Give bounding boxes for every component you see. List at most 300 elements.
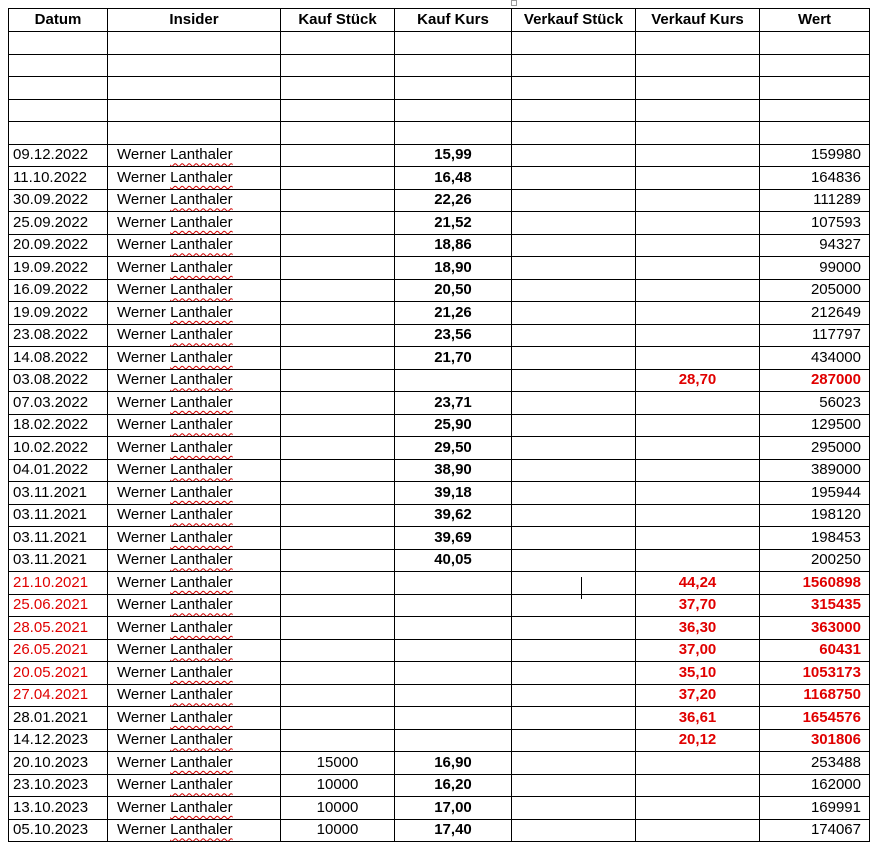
- table-move-handle[interactable]: [511, 0, 517, 6]
- cell-insider[interactable]: [108, 819, 281, 842]
- cell-kauf-stueck[interactable]: [281, 572, 395, 595]
- cell-kauf-kurs[interactable]: 38,90: [395, 459, 512, 482]
- cell-kauf-kurs[interactable]: [395, 662, 512, 685]
- cell-verkauf-stueck[interactable]: [512, 482, 636, 505]
- cell-verkauf-kurs[interactable]: [636, 459, 760, 482]
- cell-insider[interactable]: [108, 774, 281, 797]
- cell-datum[interactable]: 10.02.2022: [9, 437, 108, 460]
- cell-insider[interactable]: [108, 167, 281, 190]
- cell-wert[interactable]: 94327: [760, 234, 870, 257]
- cell-insider[interactable]: [108, 459, 281, 482]
- table-row: [9, 819, 870, 842]
- cell-kauf-stueck[interactable]: [281, 77, 395, 100]
- insider-first-name: Werner: [117, 461, 166, 479]
- cell-verkauf-stueck[interactable]: [512, 324, 636, 347]
- insider-last-name: Lanthaler: [170, 168, 233, 186]
- cell-verkauf-stueck[interactable]: [512, 279, 636, 302]
- cell-kauf-kurs[interactable]: [395, 32, 512, 55]
- cell-verkauf-stueck[interactable]: [512, 639, 636, 662]
- table-row: [9, 324, 870, 347]
- cell-insider[interactable]: [108, 482, 281, 505]
- cell-datum[interactable]: 20.09.2022: [9, 234, 108, 257]
- cell-verkauf-stueck[interactable]: [512, 819, 636, 842]
- cell-insider[interactable]: [108, 144, 281, 167]
- cell-verkauf-stueck[interactable]: [512, 549, 636, 572]
- cell-kauf-stueck[interactable]: [281, 662, 395, 685]
- cell-kauf-stueck[interactable]: [281, 122, 395, 145]
- cell-verkauf-stueck[interactable]: [512, 774, 636, 797]
- cell-kauf-stueck[interactable]: [281, 99, 395, 122]
- cell-wert[interactable]: 205000: [760, 279, 870, 302]
- cell-verkauf-kurs[interactable]: [636, 167, 760, 190]
- cell-kauf-stueck[interactable]: [281, 549, 395, 572]
- cell-verkauf-kurs[interactable]: [636, 347, 760, 370]
- cell-verkauf-kurs[interactable]: 37,00: [636, 639, 760, 662]
- insider-last-name: Lanthaler: [170, 258, 233, 276]
- cell-kauf-stueck[interactable]: [281, 392, 395, 415]
- cell-kauf-kurs[interactable]: [395, 594, 512, 617]
- cell-verkauf-kurs[interactable]: [636, 122, 760, 145]
- cell-datum[interactable]: 14.12.2023: [9, 729, 108, 752]
- cell-verkauf-stueck[interactable]: [512, 594, 636, 617]
- cell-verkauf-stueck[interactable]: [512, 729, 636, 752]
- cell-verkauf-stueck[interactable]: [512, 684, 636, 707]
- cell-wert[interactable]: 200250: [760, 549, 870, 572]
- cell-kauf-kurs[interactable]: [395, 122, 512, 145]
- cell-insider[interactable]: [108, 302, 281, 325]
- cell-verkauf-kurs[interactable]: [636, 549, 760, 572]
- insider-last-name: Lanthaler: [170, 821, 233, 839]
- insider-last-name: Lanthaler: [170, 438, 233, 456]
- insider-first-name: Werner: [117, 506, 166, 524]
- table-row: [9, 144, 870, 167]
- cell-datum[interactable]: 28.01.2021: [9, 707, 108, 730]
- cell-insider[interactable]: [108, 189, 281, 212]
- cell-kauf-stueck[interactable]: [281, 684, 395, 707]
- table-row: [9, 527, 870, 550]
- cell-verkauf-stueck[interactable]: [512, 32, 636, 55]
- cell-datum[interactable]: [9, 122, 108, 145]
- cell-wert[interactable]: 1654576: [760, 707, 870, 730]
- cell-kauf-stueck[interactable]: [281, 639, 395, 662]
- cell-kauf-kurs[interactable]: 39,69: [395, 527, 512, 550]
- cell-kauf-kurs[interactable]: 40,05: [395, 549, 512, 572]
- cell-wert[interactable]: 287000: [760, 369, 870, 392]
- cell-verkauf-kurs[interactable]: 36,30: [636, 617, 760, 640]
- cell-datum[interactable]: 03.11.2021: [9, 527, 108, 550]
- cell-verkauf-kurs[interactable]: 37,20: [636, 684, 760, 707]
- cell-kauf-kurs[interactable]: 39,18: [395, 482, 512, 505]
- cell-kauf-stueck[interactable]: [281, 504, 395, 527]
- cell-verkauf-kurs[interactable]: [636, 437, 760, 460]
- cell-verkauf-kurs[interactable]: [636, 234, 760, 257]
- cell-datum[interactable]: 20.05.2021: [9, 662, 108, 685]
- cell-datum[interactable]: 05.10.2023: [9, 819, 108, 842]
- insider-first-name: Werner: [117, 371, 166, 389]
- cell-verkauf-stueck[interactable]: [512, 54, 636, 77]
- cell-verkauf-kurs[interactable]: [636, 99, 760, 122]
- cell-wert[interactable]: 174067: [760, 819, 870, 842]
- cell-verkauf-kurs[interactable]: [636, 797, 760, 820]
- insider-last-name: Lanthaler: [170, 213, 233, 231]
- cell-verkauf-kurs[interactable]: 20,12: [636, 729, 760, 752]
- cell-wert[interactable]: 295000: [760, 437, 870, 460]
- cell-kauf-stueck[interactable]: [281, 189, 395, 212]
- cell-insider[interactable]: [108, 572, 281, 595]
- table-row: [9, 257, 870, 280]
- cell-verkauf-kurs[interactable]: [636, 504, 760, 527]
- cell-insider[interactable]: [108, 122, 281, 145]
- cell-kauf-stueck[interactable]: [281, 347, 395, 370]
- insider-last-name: Lanthaler: [170, 191, 233, 209]
- cell-verkauf-stueck[interactable]: [512, 212, 636, 235]
- cell-wert[interactable]: 198120: [760, 504, 870, 527]
- cell-kauf-kurs[interactable]: 16,20: [395, 774, 512, 797]
- cell-wert[interactable]: 162000: [760, 774, 870, 797]
- cell-verkauf-stueck[interactable]: [512, 369, 636, 392]
- insider-last-name: Lanthaler: [170, 596, 233, 614]
- cell-kauf-stueck[interactable]: 10000: [281, 819, 395, 842]
- cell-datum[interactable]: [9, 54, 108, 77]
- cell-datum[interactable]: 03.08.2022: [9, 369, 108, 392]
- cell-kauf-kurs[interactable]: 18,90: [395, 257, 512, 280]
- cell-kauf-stueck[interactable]: [281, 729, 395, 752]
- header-insider: Insider: [108, 9, 281, 32]
- cell-kauf-kurs[interactable]: 39,62: [395, 504, 512, 527]
- cell-kauf-stueck[interactable]: [281, 482, 395, 505]
- cell-wert[interactable]: 253488: [760, 752, 870, 775]
- cell-verkauf-kurs[interactable]: [636, 774, 760, 797]
- cell-kauf-kurs[interactable]: 23,71: [395, 392, 512, 415]
- cell-kauf-stueck[interactable]: [281, 54, 395, 77]
- cell-datum[interactable]: 18.02.2022: [9, 414, 108, 437]
- cell-insider[interactable]: [108, 752, 281, 775]
- cell-verkauf-kurs[interactable]: 37,70: [636, 594, 760, 617]
- cell-kauf-stueck[interactable]: [281, 617, 395, 640]
- cell-kauf-stueck[interactable]: [281, 594, 395, 617]
- cell-insider[interactable]: [108, 279, 281, 302]
- cell-datum[interactable]: 26.05.2021: [9, 639, 108, 662]
- cell-kauf-stueck[interactable]: [281, 527, 395, 550]
- cell-wert[interactable]: 111289: [760, 189, 870, 212]
- table-row: [9, 774, 870, 797]
- cell-datum[interactable]: 23.10.2023: [9, 774, 108, 797]
- cell-verkauf-stueck[interactable]: [512, 504, 636, 527]
- cell-insider[interactable]: [108, 257, 281, 280]
- cell-datum[interactable]: 20.10.2023: [9, 752, 108, 775]
- cell-wert[interactable]: 56023: [760, 392, 870, 415]
- cell-kauf-kurs[interactable]: 25,90: [395, 414, 512, 437]
- insider-first-name: Werner: [117, 596, 166, 614]
- cell-kauf-stueck[interactable]: [281, 302, 395, 325]
- cell-insider[interactable]: [108, 504, 281, 527]
- cell-verkauf-stueck[interactable]: [512, 662, 636, 685]
- cell-kauf-kurs[interactable]: 15,99: [395, 144, 512, 167]
- cell-wert[interactable]: [760, 54, 870, 77]
- cell-kauf-stueck[interactable]: 15000: [281, 752, 395, 775]
- cell-wert[interactable]: 60431: [760, 639, 870, 662]
- cell-verkauf-stueck[interactable]: [512, 459, 636, 482]
- cell-kauf-kurs[interactable]: 21,26: [395, 302, 512, 325]
- cell-kauf-stueck[interactable]: 10000: [281, 797, 395, 820]
- cell-datum[interactable]: 25.06.2021: [9, 594, 108, 617]
- cell-wert[interactable]: [760, 32, 870, 55]
- document-page: [8, 8, 870, 842]
- cell-verkauf-stueck[interactable]: [512, 167, 636, 190]
- cell-insider[interactable]: [108, 324, 281, 347]
- cell-verkauf-stueck[interactable]: [512, 189, 636, 212]
- cell-wert[interactable]: 159980: [760, 144, 870, 167]
- insider-first-name: Werner: [117, 821, 166, 839]
- cell-kauf-stueck[interactable]: [281, 212, 395, 235]
- cell-verkauf-kurs[interactable]: [636, 279, 760, 302]
- cell-datum[interactable]: 23.08.2022: [9, 324, 108, 347]
- insider-last-name: Lanthaler: [170, 731, 233, 749]
- cell-kauf-kurs[interactable]: [395, 572, 512, 595]
- cell-datum[interactable]: 27.04.2021: [9, 684, 108, 707]
- cell-verkauf-stueck[interactable]: [512, 347, 636, 370]
- cell-datum[interactable]: 04.01.2022: [9, 459, 108, 482]
- cell-wert[interactable]: 315435: [760, 594, 870, 617]
- insider-last-name: Lanthaler: [170, 371, 233, 389]
- insider-last-name: Lanthaler: [170, 393, 233, 411]
- cell-insider[interactable]: [108, 797, 281, 820]
- cell-wert[interactable]: [760, 77, 870, 100]
- cell-wert[interactable]: 434000: [760, 347, 870, 370]
- cell-verkauf-kurs[interactable]: [636, 414, 760, 437]
- cell-kauf-stueck[interactable]: [281, 414, 395, 437]
- cell-datum[interactable]: 03.11.2021: [9, 549, 108, 572]
- cell-verkauf-kurs[interactable]: [636, 819, 760, 842]
- cell-datum[interactable]: 14.08.2022: [9, 347, 108, 370]
- cell-verkauf-kurs[interactable]: [636, 77, 760, 100]
- cell-verkauf-stueck[interactable]: [512, 234, 636, 257]
- cell-border-fragment: [581, 577, 582, 599]
- insider-first-name: Werner: [117, 551, 166, 569]
- cell-wert[interactable]: 389000: [760, 459, 870, 482]
- cell-kauf-stueck[interactable]: [281, 234, 395, 257]
- insider-first-name: Werner: [117, 708, 166, 726]
- cell-kauf-stueck[interactable]: [281, 32, 395, 55]
- cell-insider[interactable]: [108, 234, 281, 257]
- cell-datum[interactable]: 16.09.2022: [9, 279, 108, 302]
- cell-wert[interactable]: 99000: [760, 257, 870, 280]
- cell-kauf-kurs[interactable]: 16,48: [395, 167, 512, 190]
- cell-insider[interactable]: [108, 369, 281, 392]
- header-verkauf-kurs: Verkauf Kurs: [636, 9, 760, 32]
- cell-insider[interactable]: [108, 662, 281, 685]
- cell-verkauf-kurs[interactable]: [636, 144, 760, 167]
- cell-verkauf-stueck[interactable]: [512, 257, 636, 280]
- insider-last-name: Lanthaler: [170, 146, 233, 164]
- cell-kauf-stueck[interactable]: [281, 707, 395, 730]
- cell-wert[interactable]: 1560898: [760, 572, 870, 595]
- header-wert: Wert: [760, 9, 870, 32]
- cell-verkauf-kurs[interactable]: [636, 32, 760, 55]
- insider-first-name: Werner: [117, 686, 166, 704]
- cell-verkauf-kurs[interactable]: [636, 392, 760, 415]
- cell-kauf-stueck[interactable]: [281, 459, 395, 482]
- cell-kauf-kurs[interactable]: 17,00: [395, 797, 512, 820]
- cell-verkauf-stueck[interactable]: [512, 752, 636, 775]
- cell-verkauf-kurs[interactable]: [636, 527, 760, 550]
- cell-kauf-kurs[interactable]: [395, 99, 512, 122]
- cell-datum[interactable]: 11.10.2022: [9, 167, 108, 190]
- cell-datum[interactable]: 07.03.2022: [9, 392, 108, 415]
- insider-first-name: Werner: [117, 641, 166, 659]
- table-row: [9, 99, 870, 122]
- cell-insider[interactable]: [108, 212, 281, 235]
- cell-kauf-kurs[interactable]: [395, 54, 512, 77]
- table-row: [9, 482, 870, 505]
- cell-wert[interactable]: 1053173: [760, 662, 870, 685]
- header-verkauf-stueck: Verkauf Stück: [512, 9, 636, 32]
- cell-verkauf-stueck[interactable]: [512, 99, 636, 122]
- cell-datum[interactable]: 25.09.2022: [9, 212, 108, 235]
- cell-datum[interactable]: 03.11.2021: [9, 482, 108, 505]
- cell-verkauf-stueck[interactable]: [512, 617, 636, 640]
- cell-kauf-kurs[interactable]: 29,50: [395, 437, 512, 460]
- cell-wert[interactable]: 301806: [760, 729, 870, 752]
- cell-wert[interactable]: 129500: [760, 414, 870, 437]
- cell-kauf-stueck[interactable]: [281, 144, 395, 167]
- cell-verkauf-kurs[interactable]: [636, 752, 760, 775]
- cell-datum[interactable]: [9, 99, 108, 122]
- cell-kauf-stueck[interactable]: [281, 369, 395, 392]
- cell-verkauf-stueck[interactable]: [512, 122, 636, 145]
- cell-kauf-kurs[interactable]: 18,86: [395, 234, 512, 257]
- cell-kauf-stueck[interactable]: [281, 167, 395, 190]
- cell-verkauf-stueck[interactable]: [512, 707, 636, 730]
- table-row: [9, 504, 870, 527]
- cell-insider[interactable]: [108, 347, 281, 370]
- cell-datum[interactable]: 19.09.2022: [9, 257, 108, 280]
- cell-datum[interactable]: 03.11.2021: [9, 504, 108, 527]
- cell-verkauf-kurs[interactable]: 28,70: [636, 369, 760, 392]
- cell-verkauf-kurs[interactable]: 44,24: [636, 572, 760, 595]
- cell-datum[interactable]: [9, 32, 108, 55]
- cell-insider[interactable]: [108, 54, 281, 77]
- cell-kauf-kurs[interactable]: 16,90: [395, 752, 512, 775]
- cell-datum[interactable]: 21.10.2021: [9, 572, 108, 595]
- cell-wert[interactable]: 363000: [760, 617, 870, 640]
- cell-insider[interactable]: [108, 707, 281, 730]
- cell-insider[interactable]: [108, 527, 281, 550]
- cell-verkauf-kurs[interactable]: 36,61: [636, 707, 760, 730]
- cell-verkauf-kurs[interactable]: [636, 324, 760, 347]
- cell-insider[interactable]: [108, 32, 281, 55]
- cell-wert[interactable]: [760, 122, 870, 145]
- insider-first-name: Werner: [117, 798, 166, 816]
- cell-kauf-kurs[interactable]: [395, 77, 512, 100]
- insider-last-name: Lanthaler: [170, 506, 233, 524]
- cell-verkauf-stueck[interactable]: [512, 77, 636, 100]
- cell-verkauf-kurs[interactable]: [636, 54, 760, 77]
- cell-datum[interactable]: 09.12.2022: [9, 144, 108, 167]
- cell-verkauf-stueck[interactable]: [512, 572, 636, 595]
- insider-first-name: Werner: [117, 168, 166, 186]
- cell-kauf-kurs[interactable]: [395, 684, 512, 707]
- cell-datum[interactable]: 28.05.2021: [9, 617, 108, 640]
- cell-wert[interactable]: 198453: [760, 527, 870, 550]
- cell-kauf-kurs[interactable]: 17,40: [395, 819, 512, 842]
- cell-wert[interactable]: 107593: [760, 212, 870, 235]
- insider-first-name: Werner: [117, 573, 166, 591]
- cell-kauf-kurs[interactable]: 22,26: [395, 189, 512, 212]
- cell-insider[interactable]: [108, 437, 281, 460]
- cell-verkauf-stueck[interactable]: [512, 302, 636, 325]
- cell-kauf-stueck[interactable]: [281, 437, 395, 460]
- cell-verkauf-stueck[interactable]: [512, 392, 636, 415]
- cell-insider[interactable]: [108, 392, 281, 415]
- table-row: [9, 302, 870, 325]
- cell-kauf-kurs[interactable]: 21,52: [395, 212, 512, 235]
- cell-datum[interactable]: 13.10.2023: [9, 797, 108, 820]
- cell-wert[interactable]: 117797: [760, 324, 870, 347]
- cell-insider[interactable]: [108, 639, 281, 662]
- table-row: [9, 459, 870, 482]
- insider-first-name: Werner: [117, 776, 166, 794]
- cell-verkauf-kurs[interactable]: [636, 257, 760, 280]
- cell-kauf-kurs[interactable]: [395, 639, 512, 662]
- cell-wert[interactable]: 164836: [760, 167, 870, 190]
- cell-verkauf-stueck[interactable]: [512, 527, 636, 550]
- cell-wert[interactable]: 195944: [760, 482, 870, 505]
- cell-datum[interactable]: 19.09.2022: [9, 302, 108, 325]
- cell-verkauf-kurs[interactable]: [636, 482, 760, 505]
- cell-kauf-stueck[interactable]: [281, 257, 395, 280]
- table-row: [9, 729, 870, 752]
- cell-kauf-kurs[interactable]: [395, 617, 512, 640]
- cell-insider[interactable]: [108, 684, 281, 707]
- cell-verkauf-stueck[interactable]: [512, 414, 636, 437]
- cell-kauf-stueck[interactable]: 10000: [281, 774, 395, 797]
- table-row: [9, 752, 870, 775]
- cell-insider[interactable]: [108, 617, 281, 640]
- cell-verkauf-kurs[interactable]: [636, 302, 760, 325]
- cell-insider[interactable]: [108, 729, 281, 752]
- cell-wert[interactable]: 212649: [760, 302, 870, 325]
- insider-first-name: Werner: [117, 393, 166, 411]
- cell-verkauf-kurs[interactable]: [636, 189, 760, 212]
- cell-verkauf-kurs[interactable]: [636, 212, 760, 235]
- insider-first-name: Werner: [117, 146, 166, 164]
- cell-kauf-kurs[interactable]: 23,56: [395, 324, 512, 347]
- cell-wert[interactable]: [760, 99, 870, 122]
- cell-insider[interactable]: [108, 594, 281, 617]
- cell-kauf-stueck[interactable]: [281, 324, 395, 347]
- cell-verkauf-stueck[interactable]: [512, 437, 636, 460]
- cell-kauf-kurs[interactable]: [395, 729, 512, 752]
- cell-insider[interactable]: [108, 77, 281, 100]
- cell-datum[interactable]: [9, 77, 108, 100]
- cell-verkauf-kurs[interactable]: 35,10: [636, 662, 760, 685]
- cell-verkauf-stueck[interactable]: [512, 797, 636, 820]
- cell-wert[interactable]: 169991: [760, 797, 870, 820]
- cell-kauf-kurs[interactable]: 20,50: [395, 279, 512, 302]
- cell-kauf-kurs[interactable]: [395, 707, 512, 730]
- cell-verkauf-stueck[interactable]: [512, 144, 636, 167]
- cell-kauf-kurs[interactable]: [395, 369, 512, 392]
- cell-wert[interactable]: 1168750: [760, 684, 870, 707]
- cell-insider[interactable]: [108, 549, 281, 572]
- cell-kauf-kurs[interactable]: 21,70: [395, 347, 512, 370]
- cell-insider[interactable]: [108, 414, 281, 437]
- cell-kauf-stueck[interactable]: [281, 279, 395, 302]
- insider-last-name: Lanthaler: [170, 686, 233, 704]
- cell-datum[interactable]: 30.09.2022: [9, 189, 108, 212]
- cell-insider[interactable]: [108, 99, 281, 122]
